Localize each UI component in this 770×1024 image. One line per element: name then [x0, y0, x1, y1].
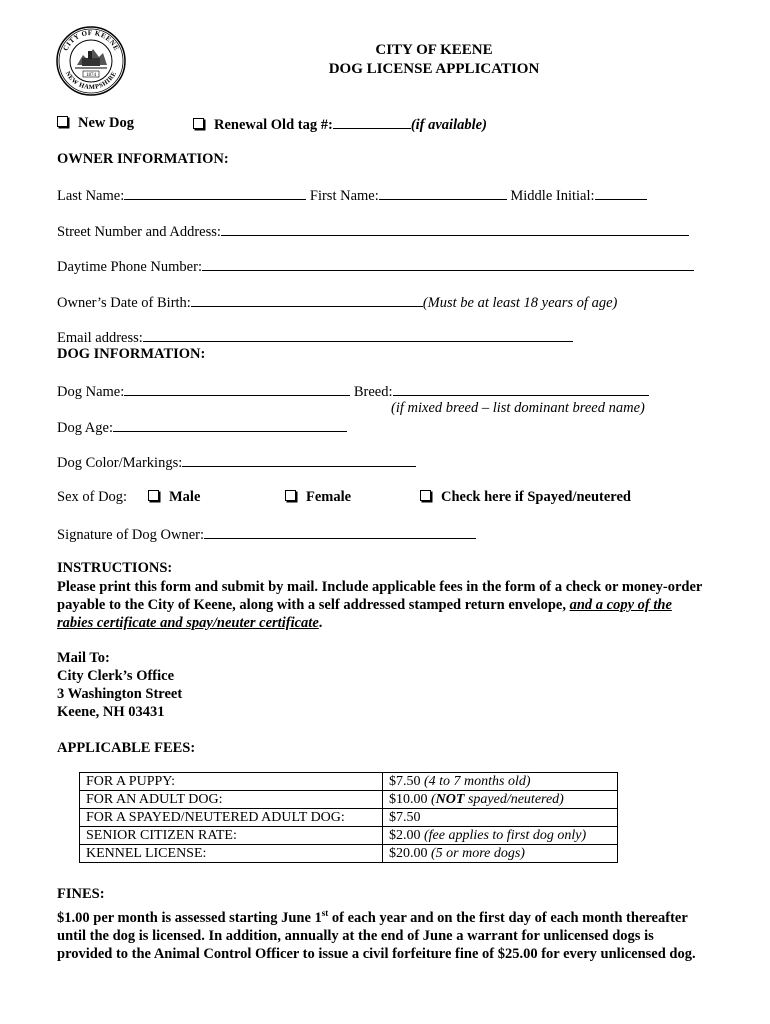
fees-heading: APPLICABLE FEES: [57, 740, 196, 756]
fee-amount-cell [383, 791, 618, 809]
email-label: Email address: [57, 330, 143, 346]
fee-label: SENIOR CITIZEN RATE: [80, 827, 383, 845]
instructions-body: Please print this form and submit by mail. Include applicable fees in the form of a check or money-order payable to the City of Keene, along with a self addressed stamped return envelope, [57, 579, 703, 613]
svg-text:NEW HAMPSHIRE: NEW HAMPSHIRE [63, 70, 119, 92]
fee-qualifier-post: spayed/neutered) [464, 792, 564, 807]
male-checkbox[interactable] [148, 490, 159, 501]
first-name-field[interactable] [379, 186, 507, 200]
street-field[interactable] [221, 222, 689, 236]
new-dog-option[interactable] [57, 115, 134, 132]
spayed-label: Check here if Spayed/neutered [441, 489, 631, 505]
new-dog-checkbox[interactable] [57, 116, 68, 127]
female-checkbox[interactable] [285, 490, 296, 501]
fees-table [79, 772, 618, 863]
fee-amount: $10.00 [389, 792, 428, 807]
renewal-checkbox[interactable] [193, 118, 204, 129]
fee-amount-cell [383, 809, 618, 827]
fee-qualifier [431, 792, 564, 807]
fee-row [80, 791, 618, 809]
old-tag-field[interactable] [333, 115, 411, 129]
dog-color-row [57, 453, 416, 472]
signature-label: Signature of Dog Owner: [57, 527, 204, 543]
sex-label: Sex of Dog: [57, 489, 128, 505]
fee-row [80, 809, 618, 827]
spayed-option[interactable] [420, 489, 631, 506]
phone-row [57, 257, 694, 276]
dob-label: Owner’s Date of Birth: [57, 295, 191, 311]
dog-color-field[interactable] [182, 453, 416, 467]
owner-info-heading: OWNER INFORMATION: [57, 151, 229, 167]
dog-age-field[interactable] [113, 418, 347, 432]
dob-row [57, 293, 617, 312]
fee-label: KENNEL LICENSE: [80, 845, 383, 863]
fee-row [80, 773, 618, 791]
last-name-label: Last Name: [57, 188, 125, 204]
phone-label: Daytime Phone Number: [57, 259, 202, 275]
fee-amount-cell [383, 773, 618, 791]
female-label: Female [306, 489, 352, 505]
renewal-note: (if available) [410, 117, 487, 133]
breed-label: Breed: [353, 384, 393, 400]
instructions-heading: INSTRUCTIONS: [57, 560, 173, 576]
street-label: Street Number and Address: [57, 224, 221, 240]
middle-initial-label: Middle Initial: [510, 188, 595, 204]
fee-amount: $2.00 [389, 828, 421, 843]
mail-to-line1: City Clerk’s Office [57, 668, 175, 684]
fee-note: (5 or more dogs) [431, 846, 525, 861]
dob-field[interactable] [191, 293, 423, 307]
middle-initial-field[interactable] [595, 186, 647, 200]
dog-age-label: Dog Age: [57, 420, 113, 436]
fee-label: FOR A PUPPY: [80, 773, 383, 791]
dog-name-row [57, 382, 649, 401]
fee-amount: $7.50 [389, 810, 421, 825]
svg-text:CITY OF KEENE: CITY OF KEENE [61, 28, 121, 53]
breed-note: (if mixed breed – list dominant breed name) [391, 400, 645, 416]
fee-label: FOR AN ADULT DOG: [80, 791, 383, 809]
phone-field[interactable] [202, 257, 694, 271]
signature-field[interactable] [204, 525, 476, 539]
mail-to-line2: 3 Washington Street [57, 686, 183, 702]
name-row [57, 186, 647, 205]
street-row [57, 222, 689, 241]
breed-field[interactable] [393, 382, 649, 396]
fee-amount: $7.50 [389, 774, 421, 789]
spayed-checkbox[interactable] [420, 490, 431, 501]
fee-row [80, 845, 618, 863]
fines-text-a: $1.00 per month is assessed starting June 1 [57, 909, 322, 926]
dog-name-field[interactable] [124, 382, 350, 396]
renewal-label: Renewal Old tag #: [214, 117, 333, 133]
dog-age-row [57, 418, 347, 437]
dog-name-label: Dog Name: [57, 384, 125, 400]
svg-text:1874: 1874 [86, 73, 96, 78]
instructions-end: . [318, 615, 323, 631]
renewal-option[interactable] [193, 115, 487, 134]
mail-to-line3: Keene, NH 03431 [57, 704, 165, 720]
fee-note: (fee applies to first dog only) [424, 828, 587, 843]
email-field[interactable] [143, 328, 573, 342]
fee-label: FOR A SPAYED/NEUTERED ADULT DOG: [80, 809, 383, 827]
fee-amount-cell [383, 845, 618, 863]
mail-to-heading: Mail To: [57, 650, 110, 666]
fines-text-b: of each year and on the first day of each month thereafter until the dog is licensed. In addition, annually at the end of June a warrant for unlicensed dogs is provided to the Animal Control Officer to issue a civil forfeiture fine of $25.00 for every unlicensed dog. [57, 909, 696, 962]
fines-heading: FINES: [57, 886, 105, 902]
last-name-field[interactable] [124, 186, 306, 200]
signature-row [57, 525, 476, 544]
form-title: DOG LICENSE APPLICATION [328, 61, 540, 77]
fee-qualifier-em: NOT [435, 792, 465, 807]
new-dog-label: New Dog [78, 115, 134, 131]
fines-text [57, 904, 707, 963]
fee-row [80, 827, 618, 845]
dob-note: (Must be at least 18 years of age) [422, 295, 618, 311]
male-label: Male [169, 489, 201, 505]
instructions-text [57, 578, 707, 632]
email-row [57, 328, 573, 347]
fee-qualifier-pre: ( [431, 792, 436, 807]
form-header-city: CITY OF KEENE [375, 42, 493, 58]
first-name-label: First Name: [309, 188, 379, 204]
dog-info-heading: DOG INFORMATION: [57, 346, 206, 362]
male-option[interactable] [148, 489, 200, 506]
female-option[interactable] [285, 489, 351, 506]
fee-amount: $20.00 [389, 846, 428, 861]
fee-amount-cell [383, 827, 618, 845]
fines-sup: st [321, 908, 329, 918]
dog-color-label: Dog Color/Markings: [57, 455, 183, 471]
instructions-emphasis: and a copy of the rabies certificate and spay/neuter certificate [57, 597, 672, 631]
fee-note: (4 to 7 months old) [424, 774, 531, 789]
